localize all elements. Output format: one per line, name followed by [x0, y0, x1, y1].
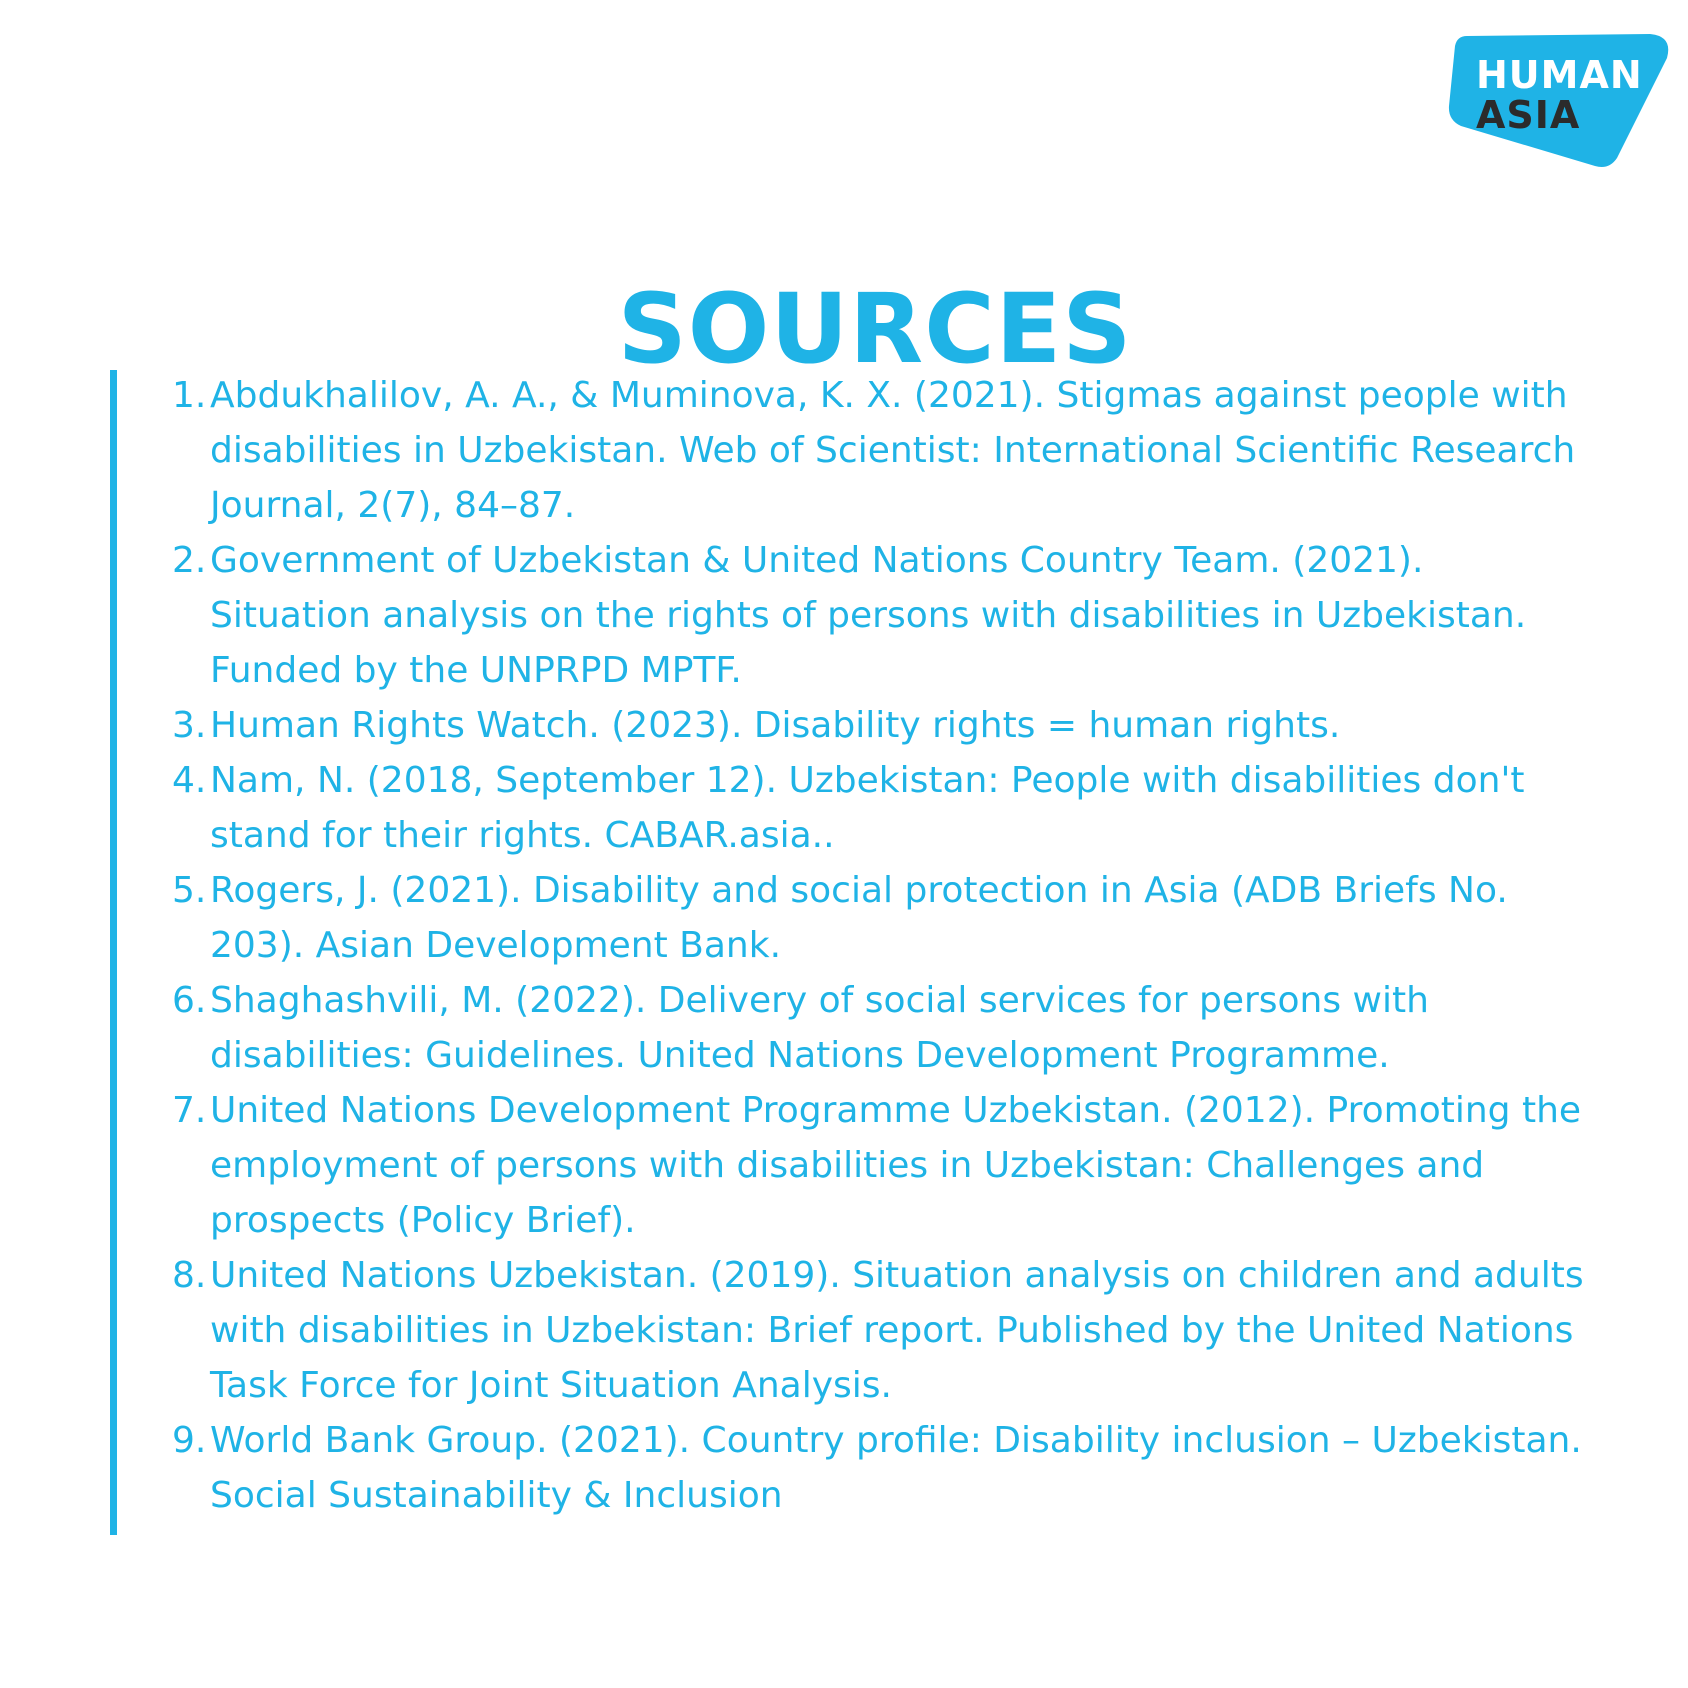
- source-text: Human Rights Watch. (2023). Disability rights = human rights.: [210, 705, 1341, 746]
- source-number: 6.: [172, 980, 207, 1021]
- source-item: [172, 1248, 1592, 1413]
- source-number: 1.: [172, 375, 207, 416]
- source-text: United Nations Uzbekistan. (2019). Situation analysis on children and adults with disabilities in Uzbekistan: Brief report. Published by the United Nations Task Force for Joint Situation Analysis.: [210, 1255, 1584, 1406]
- source-text: Nam, N. (2018, September 12). Uzbekistan: People with disabilities don't stand for their rights. CABAR.asia..: [210, 760, 1525, 856]
- source-text: Rogers, J. (2021). Disability and social protection in Asia (ADB Briefs No. 203). Asian Development Bank.: [210, 870, 1508, 966]
- source-number: 5.: [172, 870, 207, 911]
- source-text: Government of Uzbekistan & United Nations Country Team. (2021). Situation analysis on the rights of persons with disabilities in Uzbekistan. Funded by the UNPRPD MPTF.: [210, 540, 1527, 691]
- source-item: [172, 973, 1592, 1083]
- source-text: United Nations Development Programme Uzbekistan. (2012). Promoting the employment of persons with disabilities in Uzbekistan: Challenges and prospects (Policy Brief).: [210, 1090, 1582, 1241]
- source-text: World Bank Group. (2021). Country profile: Disability inclusion – Uzbekistan. Social Sustainability & Inclusion: [210, 1420, 1582, 1516]
- sources-list: [172, 368, 1592, 1523]
- logo-line-human: HUMAN: [1476, 53, 1643, 97]
- logo-line-asia: ASIA: [1476, 93, 1581, 137]
- source-text: Abdukhalilov, A. A., & Muminova, K. X. (2021). Stigmas against people with disabilities in Uzbekistan. Web of Scientist: International Scientific Research Journal, 2(7), 84–87.: [210, 375, 1576, 526]
- source-item: [172, 368, 1592, 533]
- source-number: 7.: [172, 1090, 207, 1131]
- source-number: 8.: [172, 1255, 207, 1296]
- source-number: 3.: [172, 705, 207, 746]
- source-item: [172, 698, 1592, 753]
- source-item: [172, 863, 1592, 973]
- vertical-accent-rule: [110, 370, 117, 1535]
- source-number: 9.: [172, 1420, 207, 1461]
- source-number: 2.: [172, 540, 207, 581]
- source-number: 4.: [172, 760, 207, 801]
- source-item: [172, 753, 1592, 863]
- source-item: [172, 1413, 1592, 1523]
- source-item: [172, 533, 1592, 698]
- logo-wordmark: [1476, 55, 1643, 135]
- source-item: [172, 1083, 1592, 1248]
- source-text: Shaghashvili, M. (2022). Delivery of social services for persons with disabilities: Guidelines. United Nations Development Programme.: [210, 980, 1429, 1076]
- page-title: SOURCES: [617, 273, 1133, 386]
- human-asia-logo: [1445, 28, 1670, 168]
